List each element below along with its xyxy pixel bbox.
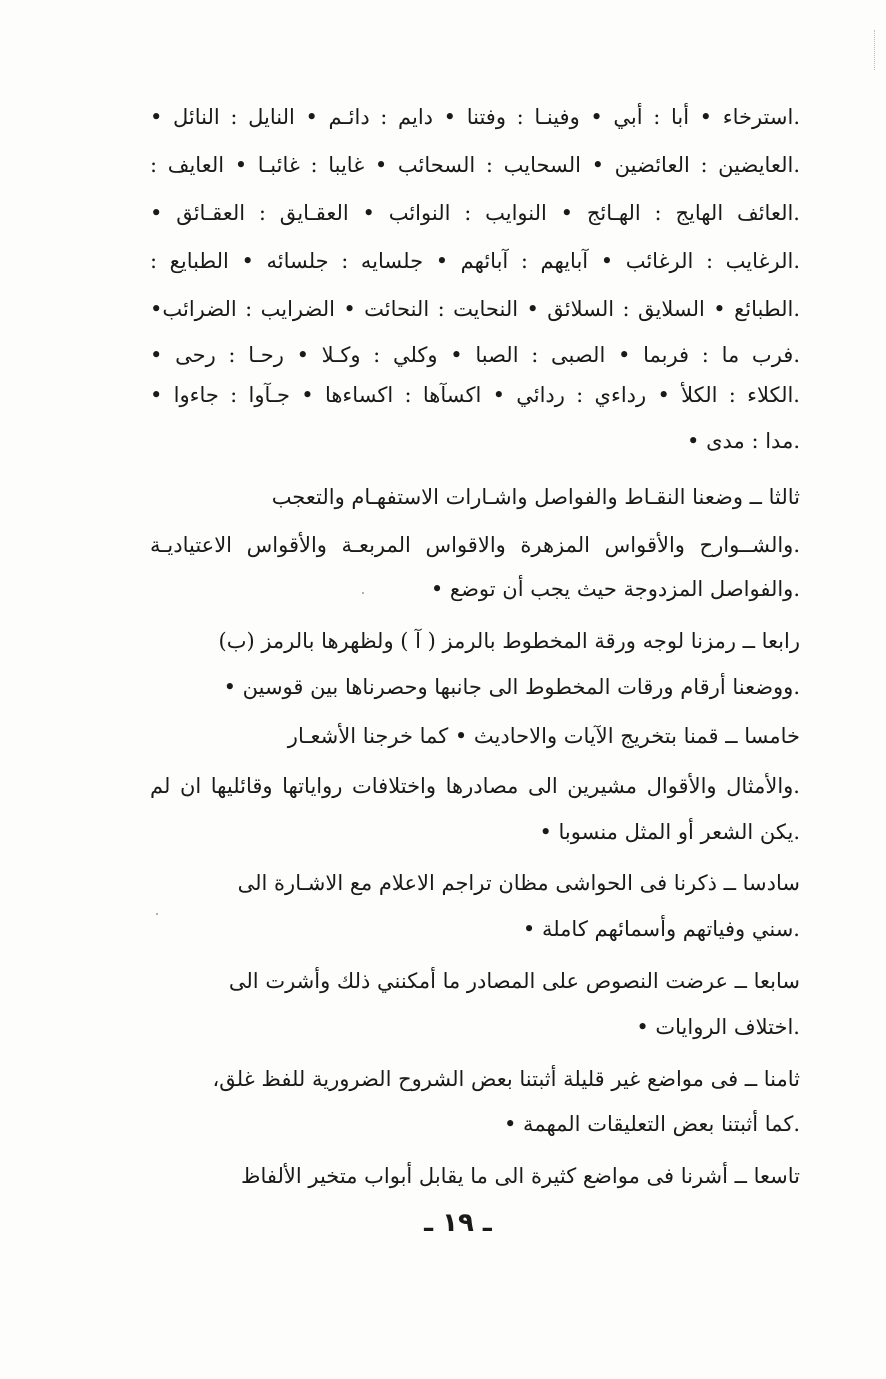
text-line: .العائف الهايج : الهـائج • النوايب : النوائب • العقـايق : العقـائق •: [150, 201, 800, 225]
text-line: .استرخاء • أبا : أبي • وفينـا : وفتنا • دايم : دائـم • النايل : النائل •: [150, 105, 800, 129]
page-number: ـ ١٩ ـ: [424, 1208, 492, 1238]
text-line: .فرب ما : فربما • الصبى : الصبا • وكلي : وكـلا • رحـا : رحى •: [150, 343, 800, 367]
text-line: .الرغايب : الرغائب • آبايهم : آبائهم • جلسايه : جلسائه • الطبايع :: [150, 249, 800, 273]
paragraph-sixth: سادسا ــ ذكرنا فى الحواشى مظان تراجم الاعلام مع الاشـارة الى: [237, 871, 800, 895]
paragraph-eighth: ثامنا ــ فى مواضع غير قليلة أثبتنا بعض الشروح الضرورية للفظ غلق،: [212, 1067, 800, 1091]
paper-speck: [156, 913, 158, 915]
text-line: .العايضين : العائضين • السحايب : السحائب • غايبا : غائبـا • العايف :: [150, 153, 800, 177]
page-edge-mark: [874, 30, 877, 70]
text-line: .والأمثال والأقوال مشيرين الى مصادرها واختلافات رواياتها وقائليها ان لم: [150, 774, 800, 798]
text-line: .والفواصل المزدوجة حيث يجب أن توضع •: [430, 577, 800, 601]
paragraph-third: ثالثا ــ وضعنا النقـاط والفواصل واشـارات الاستفهـام والتعجب: [271, 485, 800, 509]
text-line: .الطبائع • السلايق : السلائق • النحايت : النحائت • الضرايب : الضرائب•: [150, 297, 800, 321]
text-line: .مدا : مدى •: [687, 429, 800, 453]
text-line: .كما أثبتنا بعض التعليقات المهمة •: [504, 1112, 800, 1136]
text-line: .ووضعنا أرقام ورقات المخطوط الى جانبها وحصرناها بين قوسين •: [223, 675, 800, 699]
paragraph-seventh: سابعا ــ عرضت النصوص على المصادر ما أمكنني ذلك وأشرت الى: [228, 969, 800, 993]
text-line: .اختلاف الروايات •: [636, 1015, 800, 1039]
text-line: .والشــوارح والأقواس المزهرة والاقواس المربعـة والأقواس الاعتياديـة: [150, 533, 800, 557]
paragraph-fifth: خامسا ــ قمنا بتخريج الآيات والاحاديث • كما خرجنا الأشعـار: [287, 724, 800, 748]
text-line: .يكن الشعر أو المثل منسوبا •: [539, 820, 800, 844]
paper-speck: [362, 592, 364, 594]
paragraph-ninth: تاسعا ــ أشرنا فى مواضع كثيرة الى ما يقابل أبواب متخير الألفاظ: [241, 1164, 800, 1188]
text-line: .سني وفياتهم وأسمائهم كاملة •: [522, 917, 800, 941]
text-line: .الكلاء : الكلأ • رداءي : ردائي • اكسآها : اكساءها • جـآوا : جاءوا •: [150, 383, 800, 407]
paragraph-fourth: رابعا ــ رمزنا لوجه ورقة المخطوط بالرمز ( آ ) ولظهرها بالرمز (ب): [218, 629, 800, 653]
